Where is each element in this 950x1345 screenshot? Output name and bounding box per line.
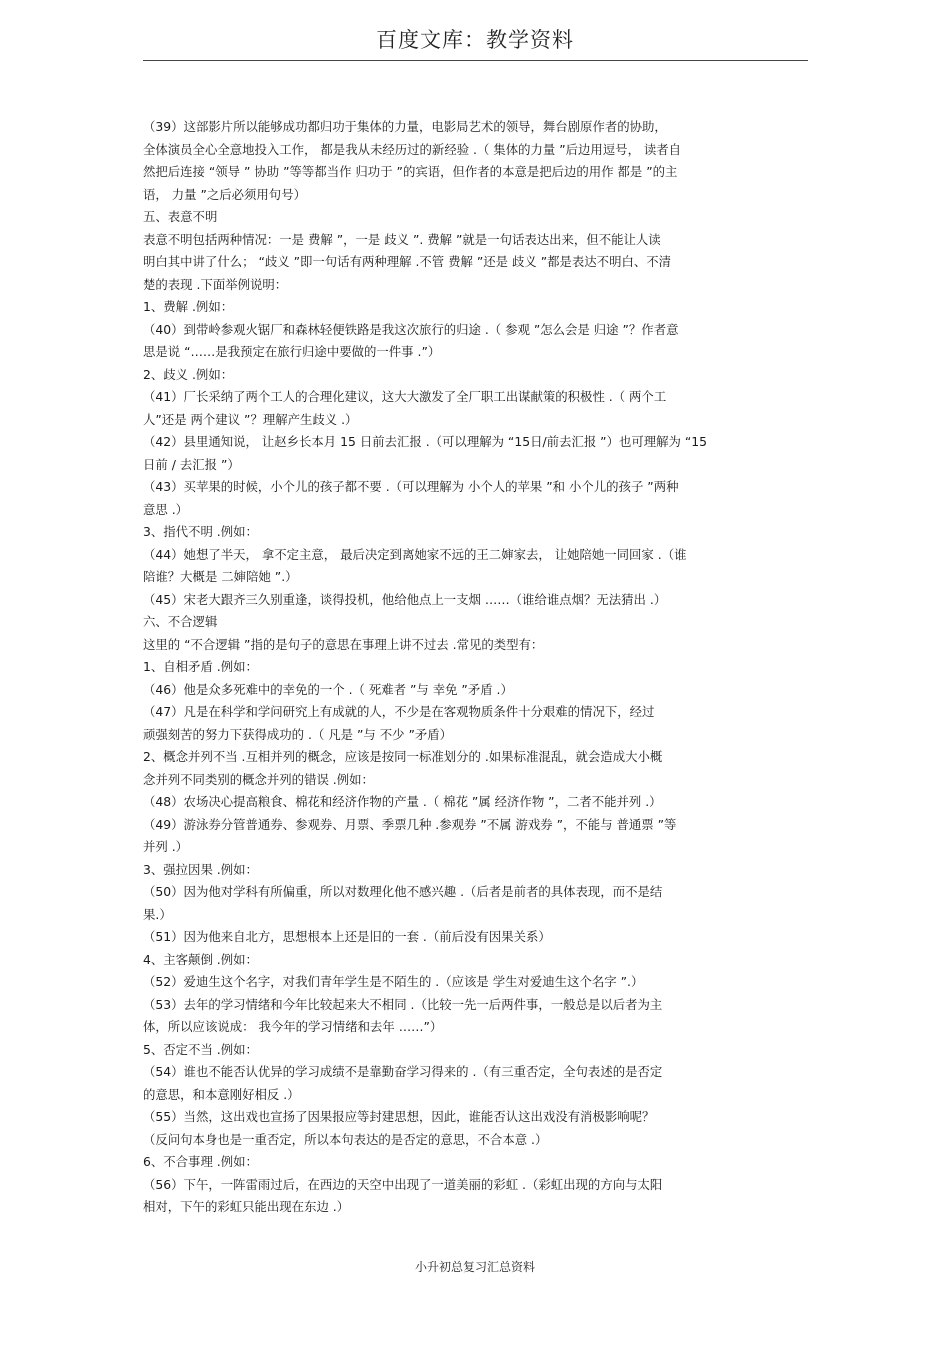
text-line: 表意不明包括两种情况：一是 费解 ”，一是 歧义 ”. 费解 ”就是一句话表达出来，但不能让人读 — [143, 231, 661, 247]
text-line: （54）谁也不能否认优异的学习成绩不是靠勤奋学习得来的 .（有三重否定，全句表述的是否定 — [143, 1064, 663, 1079]
text-line: 3、强拉因果 .例如： — [143, 861, 258, 877]
page-footer: 小升初总复习汇总资料 — [414, 1260, 535, 1274]
text-line: 果.） — [143, 906, 172, 922]
text-line: （56）下午，一阵雷雨过后，在西边的天空中出现了一道美丽的彩虹 .（彩虹出现的方向与太阳 — [143, 1176, 663, 1192]
text-line: 体，所以应该说成： 我今年的学习情绪和去年 ……”） — [143, 1019, 443, 1034]
text-line: 语， 力量 ”之后必须用句号） — [143, 186, 306, 202]
text-line: 4、主客颠倒 .例如： — [143, 951, 258, 967]
text-line: 六、不合逻辑 — [143, 614, 218, 629]
text-line: （反问句本身也是一重否定，所以本句表达的是否定的意思，不合本意 .） — [143, 1131, 548, 1147]
text-line: 的意思，和本意刚好相反 .） — [143, 1086, 300, 1102]
text-line: 全体演员全心全意地投入工作， 都是我从未经历过的新经验 .（ 集体的力量 ”后边用逗号， 读者自 — [143, 141, 682, 157]
text-line: （46）他是众多死难中的幸免的一个 .（ 死难者 ”与 幸免 ”矛盾 .） — [143, 681, 513, 697]
text-line: （40）到带岭参观火锯厂和森林轻便铁路是我这次旅行的归途 .（ 参观 ”怎么会是 归途 ”？作者意 — [143, 321, 679, 337]
text-line: 2、概念并列不当 .互相并列的概念，应该是按同一标准划分的 .如果标准混乱，就会造成大小概 — [143, 749, 663, 764]
text-line: 1、自相矛盾 .例如： — [143, 659, 258, 674]
text-line: 5、否定不当 .例如： — [143, 1041, 258, 1057]
text-line: （41）厂长采纳了两个工人的合理化建议，这大大激发了全厂职工出谋献策的积极性 .（ 两个工 — [143, 389, 667, 404]
text-line: 日前 / 去汇报 ”） — [143, 456, 240, 472]
text-line: 楚的表现 .下面举例说明： — [143, 276, 288, 292]
text-line: （49）游泳券分管普通券、参观券、月票、季票几种 .参观券 ”不属 游戏券 ”，不能与 普通票 ”等 — [143, 816, 677, 832]
text-line: 人”还是 两个建议 ”？理解产生歧义 .） — [143, 411, 358, 427]
text-line: 明白其中讲了什么； “歧义 ”即一句话有两种理解 .不管 费解 ”还是 歧义 ”都是表达不明白、不清 — [143, 254, 672, 269]
text-line: （47）凡是在科学和学问研究上有成就的人，不少是在客观物质条件十分艰难的情况下，经过 — [143, 704, 655, 719]
text-line: 思是说 “……是我预定在旅行归途中要做的一件事 .”） — [143, 344, 441, 359]
text-line: 相对，下午的彩虹只能出现在东边 .） — [143, 1199, 350, 1214]
text-line: （53）去年的学习情绪和今年比较起来大不相同 .（比较一先一后两件事，一般总是以后者为主 — [143, 996, 663, 1012]
text-line: 1、费解 .例如： — [143, 299, 234, 314]
text-line: （44）她想了半天， 拿不定主意， 最后决定到离她家不远的王二婶家去， 让她陪她一同回家 .（谁 — [143, 546, 687, 562]
text-line: （55）当然，这出戏也宣扬了因果报应等封建思想，因此，谁能否认这出戏没有消极影响呢？ — [143, 1109, 655, 1124]
text-line: （42）县里通知说， 让赵乡长本月 15 日前去汇报 .（可以理解为 “15日/前去汇报 ”）也可理解为 “15 — [143, 434, 708, 449]
text-line: （52）爱迪生这个名字，对我们青年学生是不陌生的 .（应该是 学生对爱迪生这个名字 ”.） — [143, 974, 644, 989]
text-line: 五、表意不明 — [143, 209, 218, 224]
text-line: 2、歧义 .例如： — [143, 366, 234, 382]
text-line: （48）农场决心提高粮食、棉花和经济作物的产量 .（ 棉花 ”属 经济作物 ”，二者不能并列 .） — [143, 794, 662, 809]
text-line: 3、指代不明 .例如： — [143, 524, 258, 539]
page-header-title: 百度文库：教学资料 — [376, 28, 574, 52]
document-body — [143, 116, 818, 1219]
text-line: 这里的 “不合逻辑 ”指的是句子的意思在事理上讲不过去 .常见的类型有： — [143, 636, 544, 652]
text-line: 并列 .） — [143, 839, 189, 854]
text-line: 6、不合事理 .例如： — [143, 1154, 258, 1169]
text-line: （39）这部影片所以能够成功都归功于集体的力量，电影局艺术的领导，舞台剧原作者的协助， — [143, 119, 667, 134]
text-line: 然把后连接 “领导 ” 协助 ”等等都当作 归功于 ”的宾语，但作者的本意是把后边的用作 都是 ”的主 — [143, 164, 678, 179]
text-line: （51）因为他来自北方，思想根本上还是旧的一套 .（前后没有因果关系） — [143, 929, 551, 944]
text-line: 顽强刻苦的努力下获得成功的 .（ 凡是 ”与 不少 ”矛盾） — [143, 726, 453, 742]
text-line: 意思 .） — [143, 501, 189, 517]
text-line: 念并列不同类别的概念并列的错误 .例如： — [143, 771, 374, 787]
header-divider — [143, 60, 808, 61]
text-line: （43）买苹果的时候，小个儿的孩子都不要 .（可以理解为 小个人的苹果 ”和 小个儿的孩子 ”两种 — [143, 479, 679, 494]
text-line: （50）因为他对学科有所偏重，所以对数理化他不感兴趣 .（后者是前者的具体表现，而不是结 — [143, 884, 663, 899]
text-line: 陪谁？大概是 二婶陪她 ”.） — [143, 569, 298, 584]
text-line: （45）宋老大跟齐三久别重逢，谈得投机，他给他点上一支烟 ……（谁给谁点烟？无法猜出 .） — [143, 591, 667, 607]
